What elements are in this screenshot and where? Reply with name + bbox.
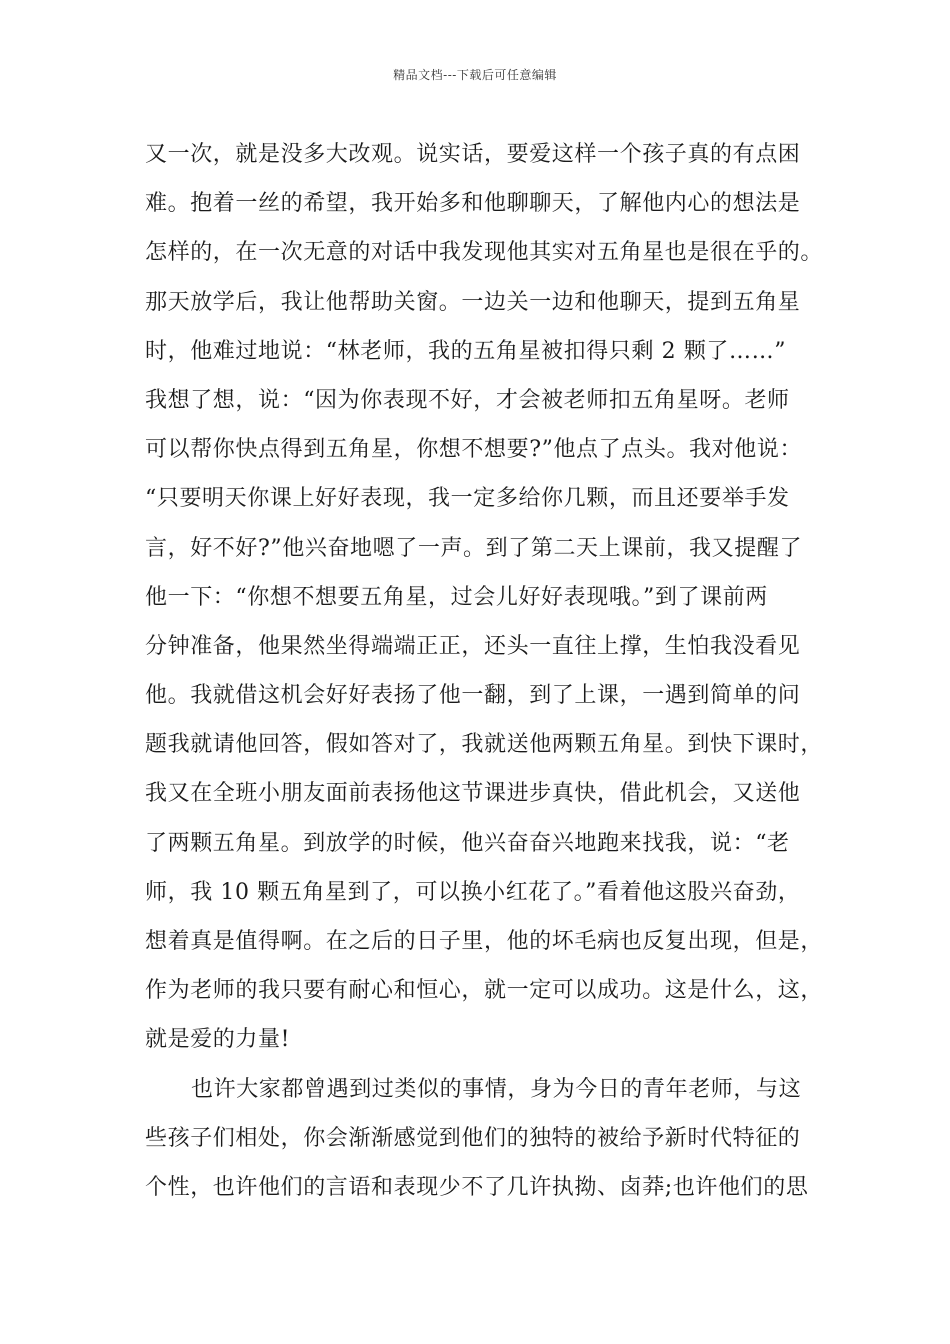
- text-line: 我又在全班小朋友面前表扬他这节课进步真快，借此机会，又送他: [145, 781, 801, 807]
- text-line: 难。抱着一丝的希望，我开始多和他聊聊天，了解他内心的想法是: [145, 191, 801, 217]
- text-line: 他。我就借这机会好好表扬了他一翻，到了上课，一遇到简单的问: [145, 683, 801, 709]
- text-line: “只要明天你课上好好表现，我一定多给你几颗，而且还要举手发: [145, 486, 790, 512]
- page-header: 精品文档---下载后可任意编辑: [393, 68, 557, 82]
- text-line: 我想了想，说：“因为你表现不好，才会被老师扣五角星呀。老师: [145, 387, 790, 413]
- text-line: 题我就请他回答，假如答对了，我就送他两颗五角星。到快下课时，: [145, 732, 824, 758]
- text-line: 他一下：“你想不想要五角星，过会儿好好表现哦。”到了课前两: [145, 584, 768, 610]
- text-line: 又一次，就是没多大改观。说实话，要爱这样一个孩子真的有点困: [145, 142, 801, 167]
- text-line: 个性，也许他们的言语和表现少不了几许执拗、卤莽;也许他们的思: [145, 1174, 809, 1200]
- text-line: 作为老师的我只要有耐心和恒心，就一定可以成功。这是什么，这，: [145, 978, 824, 1004]
- text-line: 可以帮你快点得到五角星，你想不想要?”他点了点头。我对他说：: [145, 437, 803, 463]
- text-line: 时，他难过地说：“林老师，我的五角星被扣得只剩 2 颗了……”: [145, 338, 787, 364]
- text-line: 些孩子们相处，你会渐渐感觉到他们的独特的被给予新时代特征的: [145, 1125, 801, 1151]
- text-line: 想着真是值得啊。在之后的日子里，他的坏毛病也反复出现，但是，: [145, 929, 824, 954]
- document-body: [145, 130, 825, 1212]
- text-line: 分钟准备，他果然坐得端端正正，还头一直往上撑，生怕我没看见: [145, 633, 801, 659]
- paragraph: [145, 1065, 825, 1213]
- text-line: 就是爱的力量!: [145, 1027, 291, 1053]
- text-line: 怎样的，在一次无意的对话中我发现他其实对五角星也是很在乎的。: [145, 240, 824, 266]
- text-line: 也许大家都曾遇到过类似的事情，身为今日的青年老师，与这: [191, 1076, 802, 1102]
- text-line: 那天放学后，我让他帮助关窗。一边关一边和他聊天，提到五角星: [145, 289, 801, 315]
- text-line: 了两颗五角星。到放学的时候，他兴奋奋兴地跑来找我，说：“老: [145, 830, 790, 856]
- text-line: 言，好不好?”他兴奋地嗯了一声。到了第二天上课前，我又提醒了: [145, 535, 803, 561]
- paragraph: [145, 130, 825, 1065]
- text-line: 师，我 10 颗五角星到了，可以换小红花了。”看着他这股兴奋劲，: [145, 879, 801, 905]
